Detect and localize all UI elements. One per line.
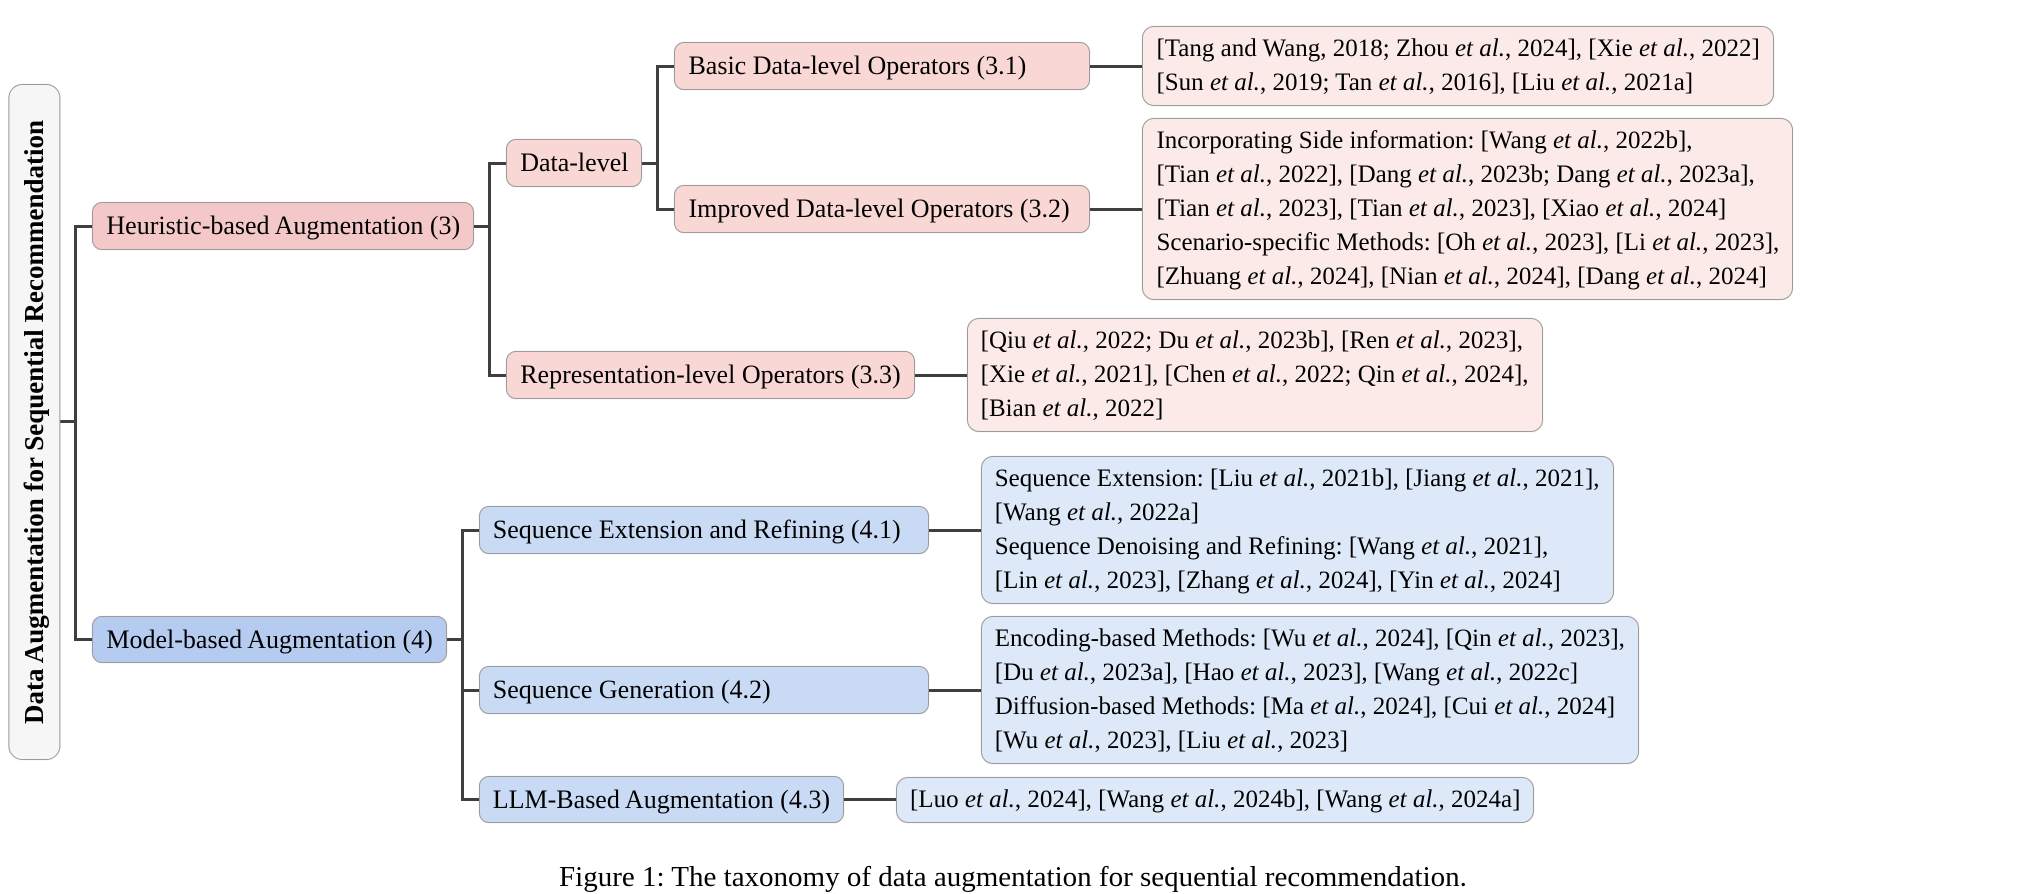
citation-line: Encoding-based Methods: [Wu et al., 2024], [Qin et al., 2023], [994,625,1625,652]
connector-line [474,225,488,228]
node-representation-level-operators: Representation-level Operators (3.3) [506,351,914,398]
citation-line: [Tang and Wang, 2018; Zhou et al., 2024], [Xie et al., 2022] [1156,35,1760,62]
branch-list [74,8,1793,835]
node-sequence-extension-refining: Sequence Extension and Refining (4.1) [479,506,929,553]
citation-line: [Zhuang et al., 2024], [Nian et al., 2024], [Dang et al., 2024] [1156,263,1767,290]
citations-basic-data-level-operators [1142,26,1773,106]
citation-line: [Du et al., 2023a], [Hao et al., 2023], [Wang et al., 2022c] [994,659,1579,686]
data-level-children [656,20,1793,306]
citation-line: [Sun et al., 2019; Tan et al., 2016], [Liu et al., 2021a] [1156,69,1694,96]
node-data-level: Data-level [506,139,642,186]
data-level-branch [488,14,1793,312]
connector-line [915,374,967,377]
connector-line [844,798,896,801]
connector-line [642,162,656,165]
root-node: Data Augmentation for Sequential Recommendation [8,84,60,760]
connector-line [447,638,461,641]
llm-augmentation-row [461,770,1639,829]
citation-line: [Tian et al., 2022], [Dang et al., 2023b; Dang et al., 2023a], [1156,161,1755,188]
citations-sequence-extension-refining [981,456,1614,604]
connector-line [1090,65,1142,68]
citations-llm-based-augmentation [896,777,1534,823]
citation-line: [Lin et al., 2023], [Zhang et al., 2024], [Yin et al., 2024] [994,567,1561,594]
sequence-extension-row [461,450,1639,610]
citation-line: [Bian et al., 2022] [980,395,1164,422]
heuristic-branch [74,8,1793,444]
citation-line: Diffusion-based Methods: [Ma et al., 2024], [Cui et al., 2024] [994,693,1616,720]
citation-line: Sequence Extension: [Liu et al., 2021b], [Jiang et al., 2021], [994,465,1600,492]
model-children [461,450,1639,829]
improved-operators-row [656,112,1793,306]
citations-improved-data-level-operators [1142,118,1793,300]
connector-line [929,529,981,532]
citation-line: [Wu et al., 2023], [Liu et al., 2023] [994,727,1348,754]
citation-line: Sequence Denoising and Refining: [Wang et al., 2021], [994,533,1549,560]
citation-line: [Qiu et al., 2022; Du et al., 2023b], [Ren et al., 2023], [980,327,1523,354]
basic-operators-row [656,20,1793,112]
citation-line: [Wang et al., 2022a] [994,499,1199,526]
citation-line: [Luo et al., 2024], [Wang et al., 2024b], [Wang et al., 2024a] [909,785,1521,813]
connector-line [1090,208,1142,211]
figure-caption: Figure 1: The taxonomy of data augmentation for sequential recommendation. [559,861,1467,894]
citation-line: [Tian et al., 2023], [Tian et al., 2023], [Xiao et al., 2024] [1156,195,1727,222]
citation-line: Incorporating Side information: [Wang et al., 2022b], [1156,127,1693,154]
node-llm-based-augmentation: LLM-Based Augmentation (4.3) [479,776,844,823]
citation-line: Scenario-specific Methods: [Oh et al., 2023], [Li et al., 2023], [1156,229,1780,256]
sequence-generation-row [461,610,1639,770]
node-improved-data-level-operators: Improved Data-level Operators (3.2) [674,185,1090,232]
connector-line [929,689,981,692]
node-sequence-generation: Sequence Generation (4.2) [479,666,929,713]
node-heuristic-augmentation: Heuristic-based Augmentation (3) [92,202,474,249]
model-branch [74,444,1793,835]
citations-representation-level-operators [967,318,1543,432]
representation-operators-row [488,312,1793,438]
taxonomy-diagram [8,8,2030,835]
heuristic-children [488,14,1793,438]
node-basic-data-level-operators: Basic Data-level Operators (3.1) [674,42,1090,89]
citations-sequence-generation [981,616,1639,764]
connector-line [60,420,74,423]
citation-line: [Xie et al., 2021], [Chen et al., 2022; Qin et al., 2024], [980,361,1529,388]
node-model-augmentation: Model-based Augmentation (4) [92,616,446,663]
